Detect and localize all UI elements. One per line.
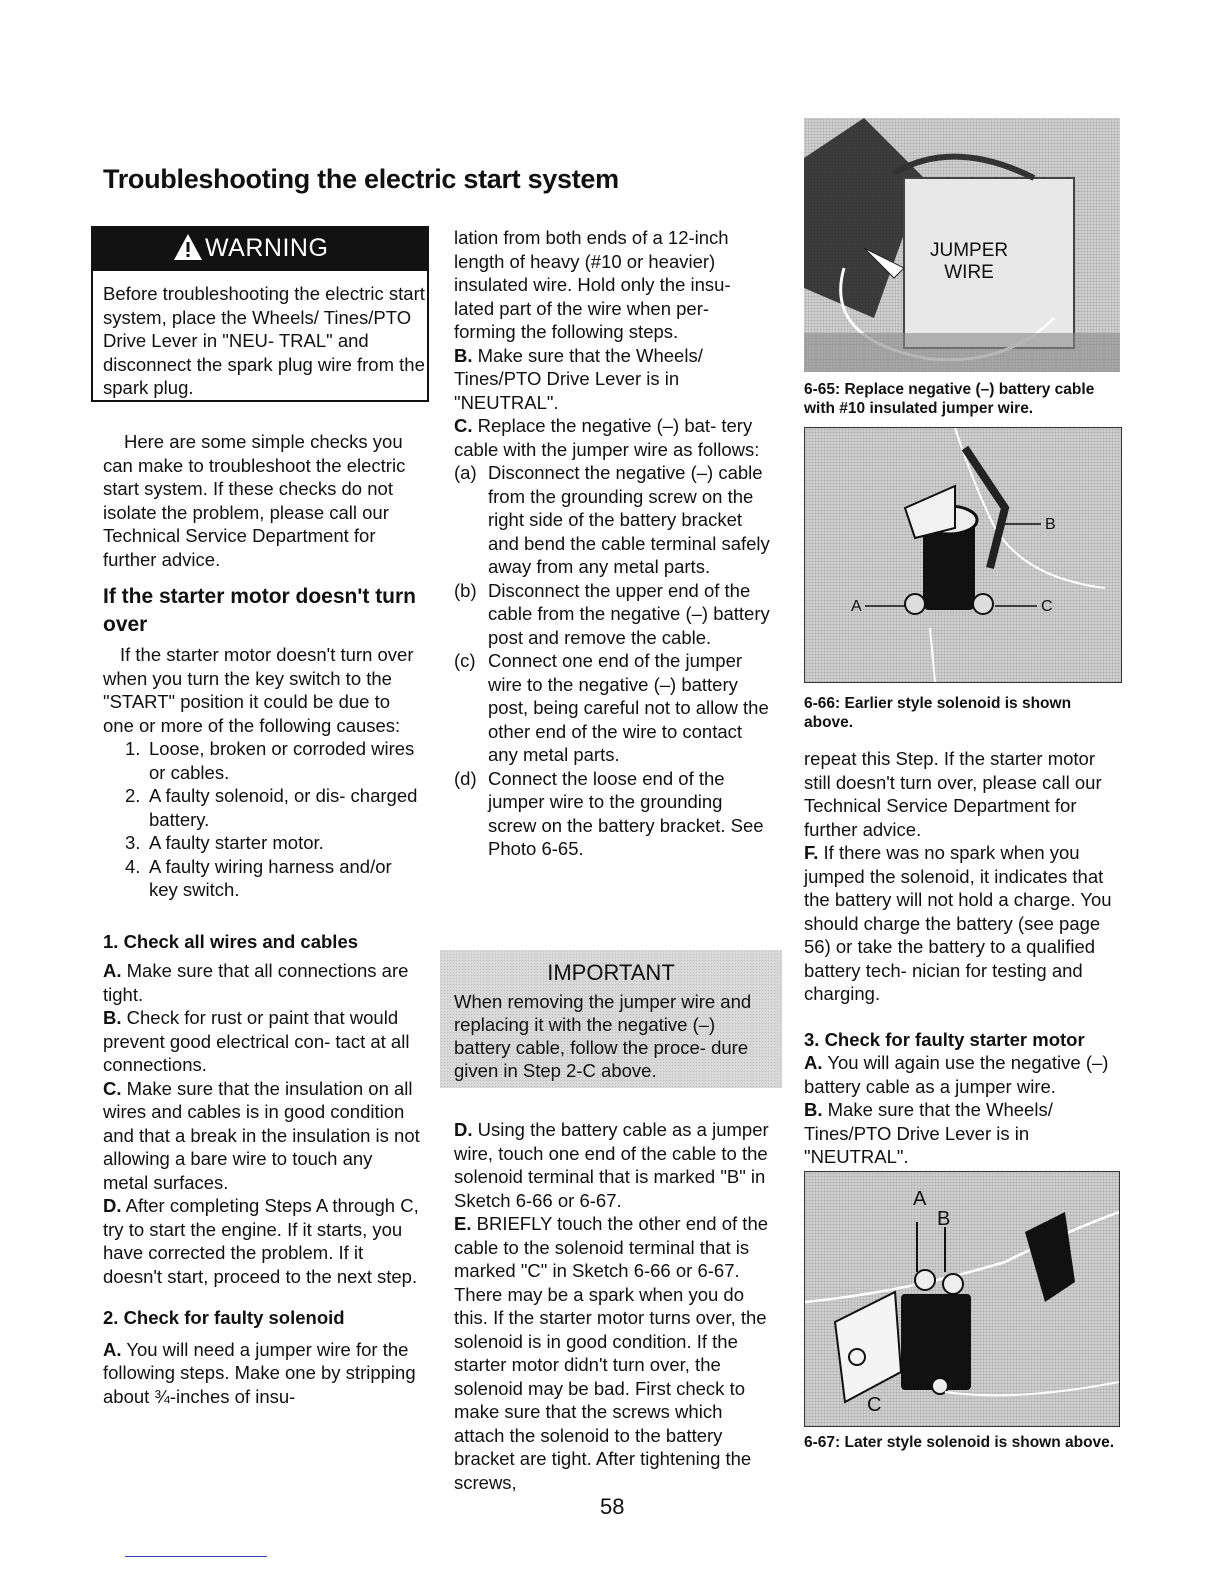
list-item: 2. A faulty solenoid, or dis- charged battery.: [125, 785, 418, 830]
jumper-wire-label: JUMPER WIRE: [930, 240, 1009, 283]
terminal-c-label: C: [867, 1394, 882, 1416]
important-box: [440, 950, 782, 1088]
step3-heading: 3. Check for faulty starter motor: [804, 1028, 1085, 1050]
column-3-text: [804, 747, 1122, 1169]
step2-a: A. You will need a jumper wire for the following steps. Make one by stripping about ¾-inches of insu-: [103, 1338, 416, 1407]
solenoid-later-illustration: [805, 1172, 1119, 1426]
sub-step-d: (d) Connect the loose end of the jumper wire to the grounding screw on the battery bracket. See Photo 6-65.: [454, 767, 764, 859]
warning-triangle-icon: [173, 233, 203, 261]
sketch-6-66: [804, 427, 1122, 683]
step1-heading: 1. Check all wires and cables: [103, 930, 359, 952]
step1-a: A. Make sure that all connections are tight.: [103, 960, 409, 1005]
step1-d: D. After completing Steps A through C, try to start the engine. If it starts, you have corrected the problem. If it doesn't start, proceed to the next step.: [103, 1195, 419, 1287]
step2-e: E. BRIEFLY touch the other end of the cable to the solenoid terminal that is marked "C" in Sketch 6-66 or 6-67. There may be a spark when you do this. If the starter motor turns over, the solenoid is in good condition. If the starter motor didn't turn over, the solenoid may be bad. First check to make sure that the screws which attach the solenoid to the battery bracket are tight. After tightening the screws,: [454, 1213, 769, 1493]
step2-f: F. If there was no spark when you jumped the solenoid, it indicates that the battery will not hold a charge. You should charge the battery (see page 56) or take the battery to a qualified battery tech- nician for testing and charging.: [804, 842, 1112, 1004]
sketch-6-67: [804, 1171, 1120, 1427]
step2-heading: 2. Check for faulty solenoid: [103, 1307, 345, 1328]
step1-c: C. Make sure that the insulation on all wires and cables is in good condition and that a break in the insulation is not allowing a bare wire to touch any metal surfaces.: [103, 1077, 420, 1193]
photo-6-65: [804, 118, 1120, 372]
solenoid-early-illustration: [805, 428, 1121, 682]
footer-rule: [125, 1556, 267, 1557]
intro-paragraph: Here are some simple checks you can make to troubleshoot the electric start system. If these checks do not isolate the problem, please call our Technical Service Department for further advice.: [103, 431, 406, 570]
sub-step-c: (c) Connect one end of the jumper wire to the negative (–) battery post, being careful not to allow the other end of the wire to contact any metal parts.: [454, 650, 769, 765]
section-heading-starter: If the starter motor doesn't turn over: [103, 585, 417, 636]
sub-step-b: (b) Disconnect the upper end of the cable from the negative (–) battery post and remove the cable.: [454, 579, 770, 648]
step2-c: C. Replace the negative (–) bat- tery cable with the jumper wire as follows:: [454, 415, 760, 460]
column-2-lower: [454, 1118, 772, 1494]
col2-continuation: lation from both ends of a 12-inch length of heavy (#10 or heavier) insulated wire. Hold only the insu- lated part of the wire when per- forming the following steps.: [454, 227, 731, 342]
warning-header: [93, 227, 427, 271]
important-text: When removing the jumper wire and replacing it with the negative (–) battery cable, follow the proce- dure given in Step 2-C above.: [454, 991, 752, 1081]
terminal-c-label: C: [1041, 598, 1053, 615]
step2-b: B. Make sure that the Wheels/ Tines/PTO Drive Lever is in "NEUTRAL".: [454, 344, 703, 413]
page-title: Troubleshooting the electric start system: [103, 164, 619, 194]
warning-label: WARNING: [205, 234, 329, 262]
col3-continuation: repeat this Step. If the starter motor still doesn't turn over, please call our Technical Service Department for further advice.: [804, 748, 1102, 840]
terminal-b-label: B: [1045, 516, 1056, 533]
caption-6-67: 6-67: Later style solenoid is shown above.: [804, 1434, 1115, 1451]
sub-step-a: (a) Disconnect the negative (–) cable from the grounding screw on the right side of the battery bracket and bend the cable terminal safely away from any metal parts.: [454, 462, 770, 577]
important-label: IMPORTANT: [547, 960, 675, 985]
list-item: 1. Loose, broken or corroded wires or cables.: [125, 738, 415, 783]
list-item: 3. A faulty starter motor.: [125, 832, 324, 853]
column-1: [103, 430, 421, 1408]
page-number: 58: [600, 1494, 625, 1519]
caption-6-66: 6-66: Earlier style solenoid is shown above.: [804, 695, 1072, 731]
list-item: 4. A faulty wiring harness and/or key switch.: [125, 855, 392, 900]
causes-list: [103, 737, 421, 902]
step1-b: B. Check for rust or paint that would prevent good electrical con- tact at all connections.: [103, 1007, 410, 1075]
terminal-a-label: A: [913, 1188, 927, 1210]
column-2: [454, 226, 772, 861]
starter-paragraph: If the starter motor doesn't turn over when you turn the key switch to the "START" position it could be due to one or more of the following causes:: [103, 644, 414, 736]
step3-b: B. Make sure that the Wheels/ Tines/PTO Drive Lever is in "NEUTRAL".: [804, 1099, 1053, 1167]
step3-a: A. You will again use the negative (–) battery cable as a jumper wire.: [804, 1052, 1109, 1097]
warning-text: Before troubleshooting the electric start system, place the Wheels/ Tines/PTO Drive Lever in "NEU- TRAL" and disconnect the spark plug wire from the spark plug.: [103, 283, 425, 398]
caption-6-65: 6-65: Replace negative (–) battery cable with #10 insulated jumper wire.: [804, 381, 1095, 417]
terminal-a-label: A: [851, 598, 862, 615]
terminal-b-label: B: [937, 1208, 951, 1230]
step2-d: D. Using the battery cable as a jumper wire, touch one end of the cable to the solenoid terminal that is marked "B" in Sketch 6-66 or 6-67.: [454, 1119, 769, 1211]
